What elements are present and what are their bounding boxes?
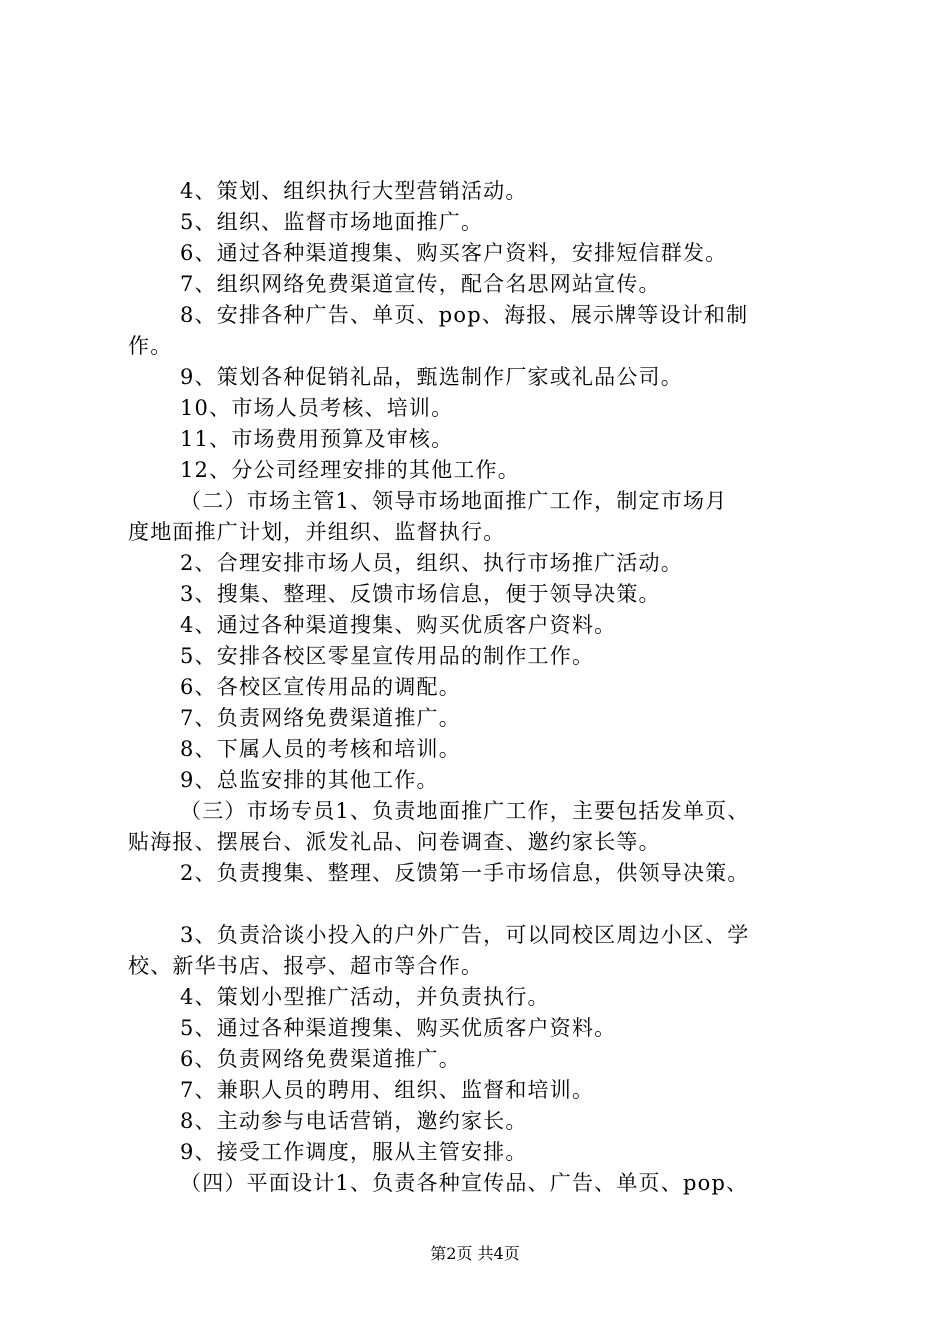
text-line: 5、通过各种渠道搜集、购买优质客户资料。: [180, 1016, 617, 1040]
text-line: 9、策划各种促销礼品，甄选制作厂家或礼品公司。: [180, 365, 683, 389]
text-line: 8、安排各种广告、单页、pop、海报、展示牌等设计和制: [180, 303, 749, 327]
text-line: 5、安排各校区零星宣传用品的制作工作。: [180, 644, 595, 668]
text-line: 5、组织、监督市场地面推广。: [180, 210, 484, 234]
text-line: 11、市场费用预算及审核。: [180, 427, 454, 451]
page-number-footer: 第2页 共4页: [430, 1244, 520, 1263]
section-heading-line: （二）市场主管1、领导市场地面推广工作，制定市场月: [180, 489, 728, 513]
text-line: 9、总监安排的其他工作。: [180, 768, 439, 792]
text-line: 6、负责网络免费渠道推广。: [180, 1047, 461, 1071]
text-line: 8、主动参与电话营销，邀约家长。: [180, 1109, 528, 1133]
text-line: 3、负责洽谈小投入的户外广告，可以同校区周边小区、学: [180, 923, 750, 947]
section-heading-line: （三）市场专员1、负责地面推广工作，主要包括发单页、: [180, 799, 750, 823]
text-line: 2、负责搜集、整理、反馈第一手市场信息，供领导决策。: [180, 861, 750, 885]
text-line: 4、策划、组织执行大型营销活动。: [180, 179, 528, 203]
text-line: 校、新华书店、报亭、超市等合作。: [128, 954, 484, 978]
section-heading-line: （四）平面设计1、负责各种宣传品、广告、单页、pop、: [180, 1171, 749, 1195]
text-line: 7、兼职人员的聘用、组织、监督和培训。: [180, 1078, 595, 1102]
text-line: 4、通过各种渠道搜集、购买优质客户资料。: [180, 613, 617, 637]
text-line: 贴海报、摆展台、派发礼品、问卷调查、邀约家长等。: [128, 830, 661, 854]
text-line: 9、接受工作调度，服从主管安排。: [180, 1140, 528, 1164]
text-line: 12、分公司经理安排的其他工作。: [180, 458, 520, 482]
text-line: 度地面推广计划，并组织、监督执行。: [128, 520, 506, 544]
text-line: 7、组织网络免费渠道宣传，配合名思网站宣传。: [180, 272, 661, 296]
text-line: 2、合理安排市场人员，组织、执行市场推广活动。: [180, 551, 683, 575]
text-line: 作。: [128, 334, 173, 358]
text-line: 3、搜集、整理、反馈市场信息，便于领导决策。: [180, 582, 661, 606]
text-line: 6、通过各种渠道搜集、购买客户资料，安排短信群发。: [180, 241, 728, 265]
text-line: 6、各校区宣传用品的调配。: [180, 675, 461, 699]
text-line: 8、下属人员的考核和培训。: [180, 737, 461, 761]
text-line: 7、负责网络免费渠道推广。: [180, 706, 461, 730]
text-line: 4、策划小型推广活动，并负责执行。: [180, 985, 550, 1009]
text-line: 10、市场人员考核、培训。: [180, 396, 454, 420]
